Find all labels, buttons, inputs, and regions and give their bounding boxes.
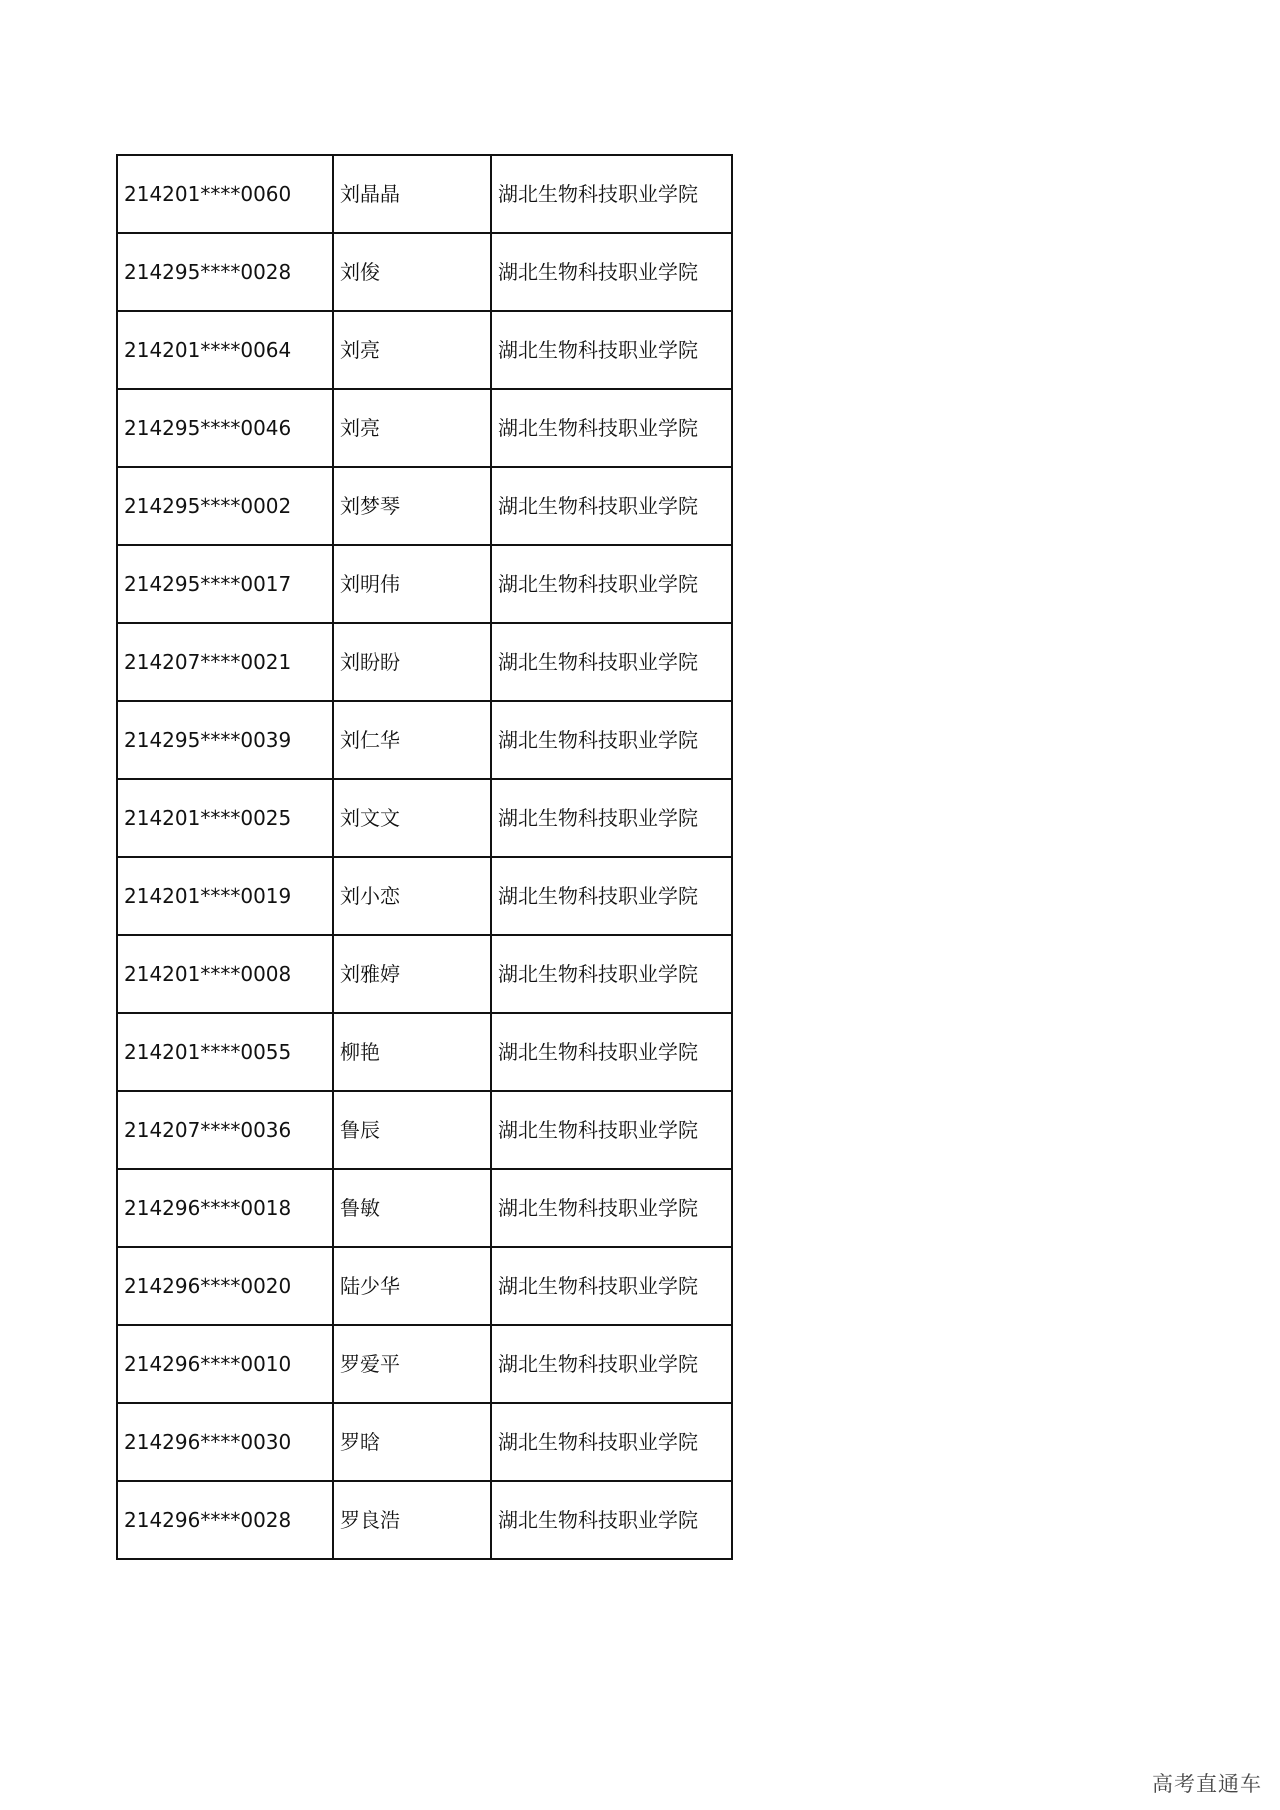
school-name-cell: 湖北生物科技职业学院 xyxy=(491,935,732,1013)
table-row xyxy=(117,1247,732,1325)
table-row xyxy=(117,701,732,779)
student-name-cell: 鲁辰 xyxy=(333,1091,491,1169)
school-name-cell: 湖北生物科技职业学院 xyxy=(491,389,732,467)
school-name-cell: 湖北生物科技职业学院 xyxy=(491,623,732,701)
student-name-cell: 柳艳 xyxy=(333,1013,491,1091)
student-name-cell: 陆少华 xyxy=(333,1247,491,1325)
roster-body xyxy=(117,155,732,1559)
candidate-id-cell: 214295****0002 xyxy=(117,467,333,545)
school-name-cell: 湖北生物科技职业学院 xyxy=(491,1169,732,1247)
school-name-cell: 湖北生物科技职业学院 xyxy=(491,1013,732,1091)
school-name-cell: 湖北生物科技职业学院 xyxy=(491,311,732,389)
candidate-id-cell: 214201****0008 xyxy=(117,935,333,1013)
school-name-cell: 湖北生物科技职业学院 xyxy=(491,545,732,623)
school-name-cell: 湖北生物科技职业学院 xyxy=(491,1325,732,1403)
school-name-cell: 湖北生物科技职业学院 xyxy=(491,155,732,233)
table-row xyxy=(117,935,732,1013)
table-row xyxy=(117,155,732,233)
table-row xyxy=(117,857,732,935)
student-name-cell: 刘晶晶 xyxy=(333,155,491,233)
student-name-cell: 罗晗 xyxy=(333,1403,491,1481)
candidate-id-cell: 214201****0064 xyxy=(117,311,333,389)
candidate-id-cell: 214296****0030 xyxy=(117,1403,333,1481)
table-row xyxy=(117,1013,732,1091)
student-name-cell: 罗良浩 xyxy=(333,1481,491,1559)
table-row xyxy=(117,467,732,545)
table-row xyxy=(117,389,732,467)
school-name-cell: 湖北生物科技职业学院 xyxy=(491,1481,732,1559)
school-name-cell: 湖北生物科技职业学院 xyxy=(491,1247,732,1325)
candidate-id-cell: 214201****0060 xyxy=(117,155,333,233)
table-row xyxy=(117,1481,732,1559)
school-name-cell: 湖北生物科技职业学院 xyxy=(491,701,732,779)
school-name-cell: 湖北生物科技职业学院 xyxy=(491,857,732,935)
candidate-id-cell: 214296****0018 xyxy=(117,1169,333,1247)
student-name-cell: 刘仁华 xyxy=(333,701,491,779)
table-row xyxy=(117,1403,732,1481)
candidate-id-cell: 214296****0020 xyxy=(117,1247,333,1325)
student-roster-table xyxy=(116,154,733,1560)
school-name-cell: 湖北生物科技职业学院 xyxy=(491,467,732,545)
candidate-id-cell: 214201****0025 xyxy=(117,779,333,857)
school-name-cell: 湖北生物科技职业学院 xyxy=(491,1403,732,1481)
candidate-id-cell: 214207****0021 xyxy=(117,623,333,701)
student-name-cell: 刘俊 xyxy=(333,233,491,311)
candidate-id-cell: 214296****0010 xyxy=(117,1325,333,1403)
table-row xyxy=(117,311,732,389)
school-name-cell: 湖北生物科技职业学院 xyxy=(491,779,732,857)
candidate-id-cell: 214295****0046 xyxy=(117,389,333,467)
candidate-id-cell: 214207****0036 xyxy=(117,1091,333,1169)
candidate-id-cell: 214295****0028 xyxy=(117,233,333,311)
table-row xyxy=(117,1169,732,1247)
table-row xyxy=(117,1325,732,1403)
table-row xyxy=(117,545,732,623)
table-row xyxy=(117,233,732,311)
candidate-id-cell: 214201****0019 xyxy=(117,857,333,935)
student-name-cell: 刘梦琴 xyxy=(333,467,491,545)
table-row xyxy=(117,623,732,701)
watermark: 高考直通车 xyxy=(1152,1772,1262,1796)
student-name-cell: 罗爱平 xyxy=(333,1325,491,1403)
table-row xyxy=(117,779,732,857)
candidate-id-cell: 214295****0039 xyxy=(117,701,333,779)
student-name-cell: 刘盼盼 xyxy=(333,623,491,701)
student-name-cell: 刘亮 xyxy=(333,311,491,389)
student-name-cell: 刘亮 xyxy=(333,389,491,467)
student-name-cell: 刘雅婷 xyxy=(333,935,491,1013)
school-name-cell: 湖北生物科技职业学院 xyxy=(491,233,732,311)
candidate-id-cell: 214295****0017 xyxy=(117,545,333,623)
student-name-cell: 刘明伟 xyxy=(333,545,491,623)
school-name-cell: 湖北生物科技职业学院 xyxy=(491,1091,732,1169)
table-row xyxy=(117,1091,732,1169)
candidate-id-cell: 214296****0028 xyxy=(117,1481,333,1559)
student-name-cell: 鲁敏 xyxy=(333,1169,491,1247)
student-name-cell: 刘小恋 xyxy=(333,857,491,935)
student-name-cell: 刘文文 xyxy=(333,779,491,857)
candidate-id-cell: 214201****0055 xyxy=(117,1013,333,1091)
